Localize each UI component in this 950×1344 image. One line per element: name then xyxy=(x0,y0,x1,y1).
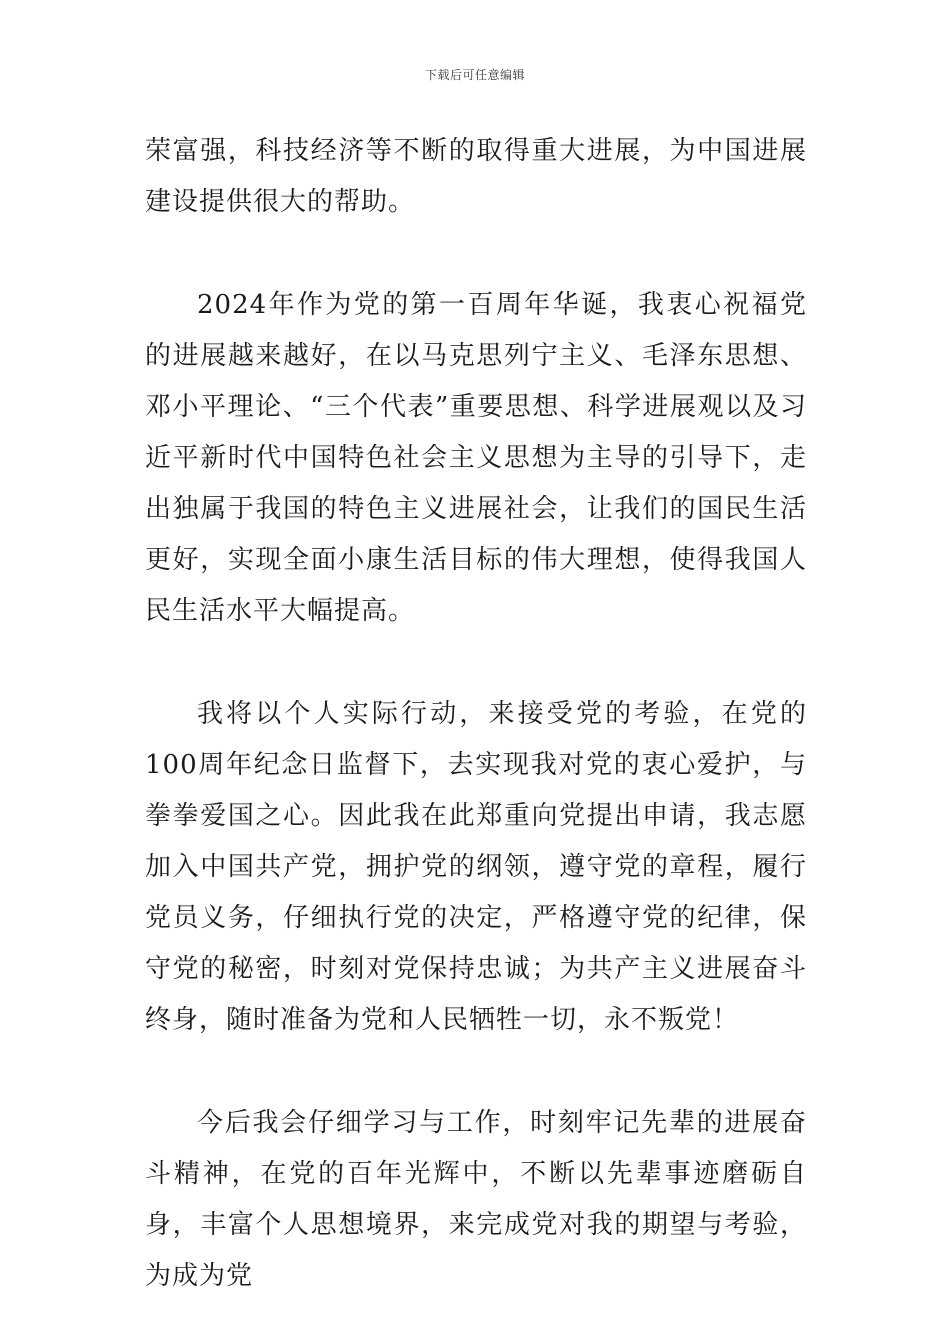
paragraph-4: 今后我会仔细学习与工作，时刻牢记先辈的进展奋斗精神，在党的百年光辉中，不断以先辈事迹磨砺自身，丰富个人思想境界，来完成党对我的期望与考验，为成为党 xyxy=(145,1108,807,1291)
paragraph-spacer xyxy=(145,637,807,689)
header-note: 下载后可任意编辑 xyxy=(424,68,525,82)
paragraph-3: 我将以个人实际行动，来接受党的考验，在党的100周年纪念日监督下，去实现我对党的衷心爱护，与拳拳爱国之心。因此我在此郑重向党提出申请，我志愿加入中国共产党，拥护党的纲领，遵守党的章程，履行党员义务，仔细执行党的决定，严格遵守党的纪律，保守党的秘密，时刻对党保持忠诚；为共产主义进展奋斗终身，随时准备为党和人民牺牲一切，永不叛党！ xyxy=(145,699,807,1035)
paragraph-1: 荣富强，科技经济等不断的取得重大进展，为中国进展建设提供很大的帮助。 xyxy=(145,136,807,217)
paragraph-spacer xyxy=(145,1046,807,1098)
document-body xyxy=(145,126,807,1302)
paragraph-spacer xyxy=(145,228,807,280)
paragraph-2: 2024年作为党的第一百周年华诞，我衷心祝福党的进展越来越好，在以马克思列宁主义、毛泽东思想、邓小平理论、“三个代表”重要思想、科学进展观以及习近平新时代中国特色社会主义思想为主导的引导下，走出独属于我国的特色主义进展社会，让我们的国民生活更好，实现全面小康生活目标的伟大理想，使得我国人民生活水平大幅提高。 xyxy=(145,290,807,626)
